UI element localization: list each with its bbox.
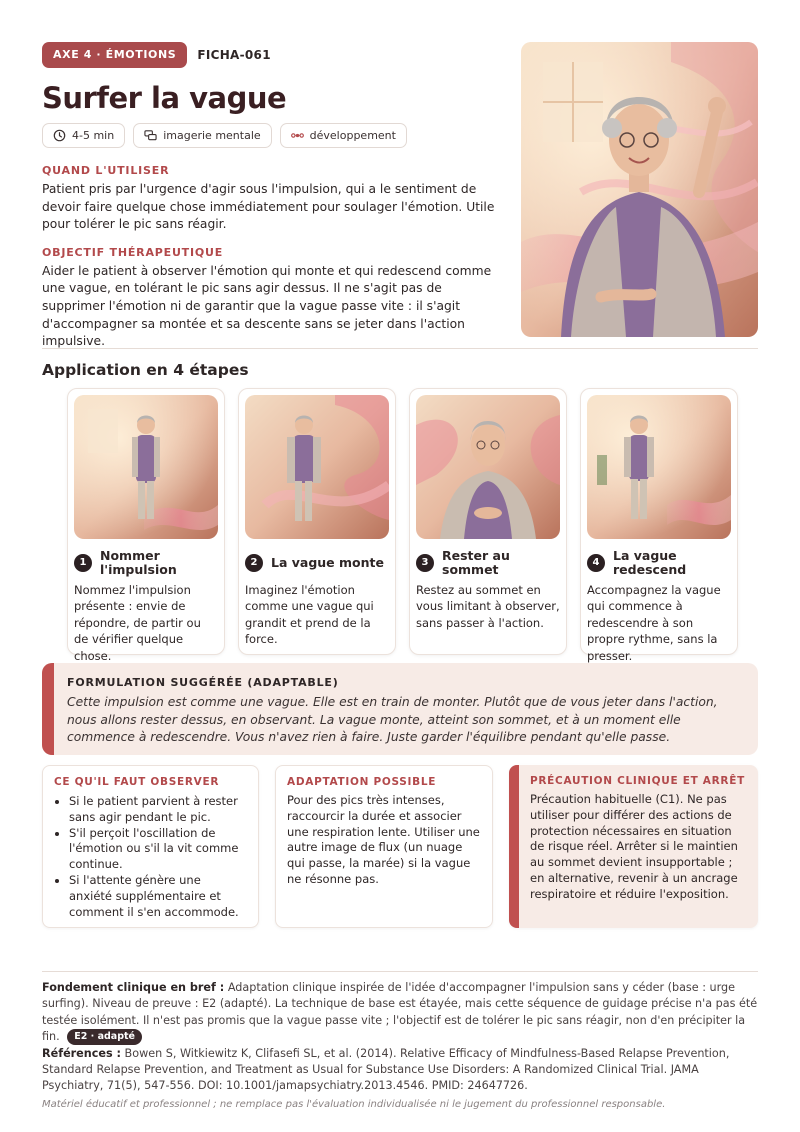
footer	[42, 980, 758, 1113]
step-3-text: Restez au sommet en vous limitant à observer, sans passer à l'action.	[416, 583, 560, 630]
step-card-1	[67, 388, 225, 663]
observe-item-1: • Si le patient parvient à rester sans agir pendant le pic.	[69, 794, 247, 826]
step-4-title: La vague redescend	[613, 547, 687, 577]
step-2-header	[245, 547, 389, 579]
step-card-4	[580, 388, 738, 663]
step-3-title: Rester au sommet	[442, 547, 510, 577]
basis-text: Adaptation clinique inspirée de l'idée d'accompagner l'impulsion sans y céder (base : urge surfing). Niveau de preuve : E2 (adapté). La technique de base est étayée, mais cette séquence de guidage précise n'a pas été testée isolément. Il n'est pas promis que la vague passe vite ; l'objectif est de tolérer le pic sans réagir, non d'en précipiter la fin.	[42, 981, 758, 1044]
observe-item-3: • Si l'attente génère une anxiété supplémentaire et comment il s'en accommode.	[69, 873, 247, 920]
step-1-title: Nommer l'impulsion	[100, 547, 177, 577]
adaptation-text: Pour des pics très intenses, raccourcir la durée et associer une respiration lente. Utiliser une autre image de flux (un nuage qui passe, la marée) si la vague ne résonne pas.	[287, 793, 480, 886]
formulation-label: FORMULATION SUGGÉRÉE (ADAPTABLE)	[67, 676, 339, 689]
formulation-box	[42, 663, 758, 755]
step-3-number: 3	[416, 554, 434, 572]
technique-pill	[133, 123, 271, 148]
step-2-text: Imaginez l'émotion comme une vague qui grandit et prend de la force.	[245, 583, 374, 647]
step-4-text: Accompagnez la vague qui commence à redescendre à son propre rythme, sans la presser.	[587, 583, 721, 663]
goal-label: OBJECTIF THÉRAPEUTIQUE	[42, 245, 224, 259]
progress-dots-icon	[291, 129, 304, 142]
hero-illustration	[521, 42, 758, 337]
goal-text: Aider le patient à observer l'émotion qui monte et qui redescend comme une vague, en tolérant le pic sans agir dessus. Il ne s'agit pas de supprimer l'émotion ni de garantir que la vague passe vite : il s'agit d'accompagner sa montée et sa descente sans se jeter dans l'action impulsive.	[42, 263, 492, 349]
footer-divider	[42, 971, 758, 972]
refs-text: Bowen S, Witkiewitz K, Clifasefi SL, et al. (2014). Relative Efficacy of Mindfulness-Based Relapse Prevention, Standard Relapse Prevention, and Treatment as Usual for Substance Use Disorders: A Randomized Clinical Trial. JAMA Psychiatry, 71(5), 547-556. DOI: 10.1001/jamapsychiatry.2013.4546. PMID: 24647726.	[42, 1046, 730, 1093]
step-4-illustration	[587, 395, 731, 539]
step-1-illustration	[74, 395, 218, 539]
evidence-badge: E2 · adapté	[67, 1029, 142, 1045]
clock-icon	[53, 129, 66, 142]
step-2-number: 2	[245, 554, 263, 572]
observe-box	[42, 765, 259, 928]
formulation-accent-bar	[42, 663, 54, 755]
step-1-number: 1	[74, 554, 92, 572]
observe-list	[54, 794, 247, 920]
formulation-quote: Cette impulsion est comme une vague. Elle est en train de monter. Plutôt que de vous jeter dans l'action, nous allons rester dessus, en observant. La vague monte, atteint son sommet, et à un moment elle commence à redescendre. Vous n'avez rien à faire. Juste garder l'équilibre pendant qu'elle passe.	[67, 695, 718, 744]
technique-label: imagerie mentale	[163, 129, 261, 142]
step-1-text: Nommez l'impulsion présente : envie de répondre, de partir ou de vérifier quelque chose.	[74, 583, 201, 663]
ficha-id: FICHA-061	[197, 48, 271, 62]
caution-text: Précaution habituelle (C1). Ne pas utiliser pour différer des actions de protection nécessaires en situation de risque réel. Arrêter si le maintien au sommet devient insupportable ; en alternative, revenir à un ancrage respiratoire et réduire l'exposition.	[530, 792, 738, 901]
disclaimer: Matériel éducatif et professionnel ; ne remplace pas l'évaluation individualisée ni le jugement du professionnel responsable.	[42, 1098, 666, 1110]
phase-label: développement	[309, 129, 396, 142]
when-text: Patient pris par l'urgence d'agir sous l'impulsion, qui a le sentiment de devoir faire quelque chose immédiatement pour soulager l'émotion. Utile pour tolérer le pic sans réagir.	[42, 182, 495, 232]
when-label: QUAND L'UTILISER	[42, 164, 170, 177]
steps-row	[67, 388, 737, 663]
basis-label: Fondement clinique en bref :	[42, 981, 225, 994]
clinical-basis	[42, 980, 758, 1046]
observe-item-2: • S'il perçoit l'oscillation de l'émotion ou s'il la vit comme continue.	[69, 826, 247, 873]
step-4-header	[587, 547, 731, 579]
step-2-illustration	[245, 395, 389, 539]
caution-accent-bar	[509, 765, 519, 928]
guidance-boxes	[42, 765, 758, 928]
ficha-page	[42, 42, 758, 1110]
step-2-title: La vague monte	[271, 554, 384, 570]
phase-pill	[280, 123, 407, 148]
caution-label: PRÉCAUTION CLINIQUE ET ARRÊT	[530, 775, 745, 787]
duration-pill	[42, 123, 125, 148]
step-4-number: 4	[587, 554, 605, 572]
observe-label: CE QU'IL FAUT OBSERVER	[54, 776, 220, 788]
speech-bubbles-icon	[144, 129, 157, 142]
refs-label: Références :	[42, 1046, 121, 1060]
step-card-3	[409, 388, 567, 655]
step-3-illustration	[416, 395, 560, 539]
axe-tag: AXE 4 · ÉMOTIONS	[42, 42, 187, 68]
adaptation-label: ADAPTATION POSSIBLE	[287, 776, 437, 788]
steps-title: Application en 4 étapes	[42, 361, 249, 379]
section-divider	[42, 348, 758, 349]
step-card-2	[238, 388, 396, 655]
references	[42, 1046, 758, 1095]
step-1-header	[74, 547, 218, 579]
caution-box	[509, 765, 758, 928]
duration-label: 4-5 min	[72, 129, 115, 142]
step-3-header	[416, 547, 560, 579]
page-title: Surfer la vague	[42, 81, 287, 115]
adaptation-box	[275, 765, 493, 928]
